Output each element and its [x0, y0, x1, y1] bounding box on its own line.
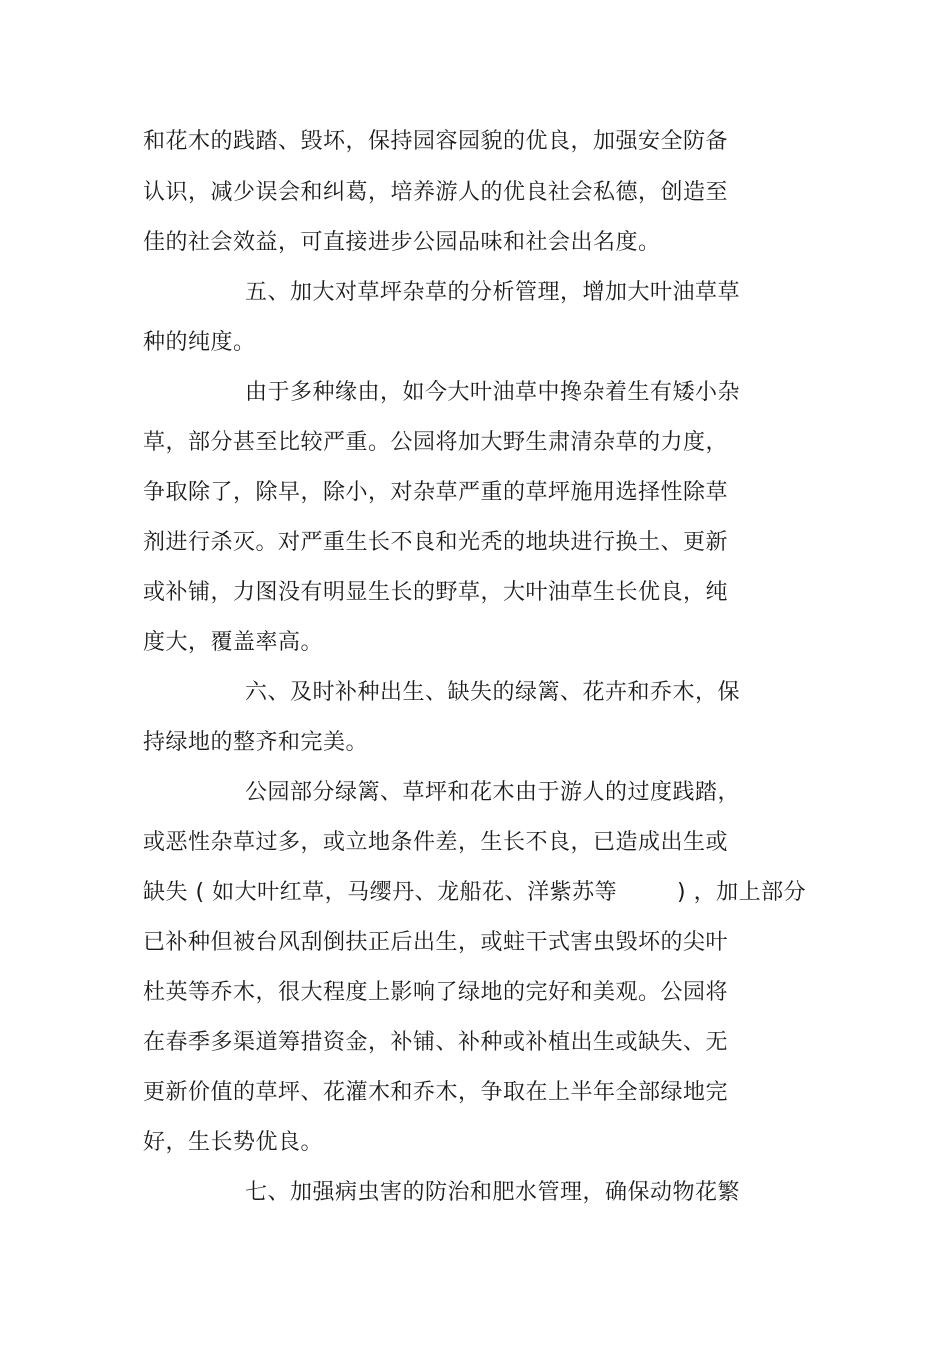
- body-line: 在春季多渠道筹措资金，补铺、补种或补植出生或缺失、无: [143, 1030, 729, 1055]
- body-line: 已补种但被台风刮倒扶正后出生，或蛀干式害虫毁坏的尖叶: [143, 930, 729, 955]
- body-line: 好，生长势优良。: [143, 1130, 324, 1155]
- body-line: 草，部分甚至比较严重。公园将加大野生肃清杂草的力度，: [143, 430, 729, 455]
- body-line: 种的纯度。: [143, 330, 256, 355]
- paragraph-first-line: 由于多种缘由，如今大叶油草中搀杂着生有矮小杂: [245, 380, 741, 405]
- body-line: 或补铺，力图没有明显生长的野草，大叶油草生长优良，纯: [143, 580, 729, 605]
- body-line: 更新价值的草坪、花灌木和乔木，争取在上半年全部绿地完: [143, 1080, 729, 1105]
- body-line: 杜英等乔木，很大程度上影响了绿地的完好和美观。公园将: [143, 980, 729, 1005]
- body-line: 和花木的践踏、毁坏，保持园容园貌的优良，加强安全防备: [143, 129, 729, 154]
- body-line: 争取除了，除早，除小，对杂草严重的草坪施用选择性除草: [143, 480, 729, 505]
- section-heading: 六、及时补种出生、缺失的绿篱、花卉和乔木，保: [245, 680, 741, 705]
- body-line: 缺失 ( 如大叶红草，马缨丹、龙船花、洋紫苏等 ) ，加上部分: [143, 880, 807, 905]
- paragraph-first-line: 公园部分绿篱、草坪和花木由于游人的过度践踏，: [245, 780, 741, 805]
- body-line: 度大，覆盖率高。: [143, 630, 324, 655]
- section-heading: 五、加大对草坪杂草的分析管理，增加大叶油草草: [245, 280, 741, 305]
- body-line: 或恶性杂草过多，或立地条件差，生长不良，已造成出生或: [143, 830, 729, 855]
- body-line: 持绿地的整齐和完美。: [143, 730, 369, 755]
- section-heading: 七、加强病虫害的防治和肥水管理，确保动物花繁: [245, 1180, 741, 1205]
- body-line: 剂进行杀灭。对严重生长不良和光秃的地块进行换土、更新: [143, 530, 729, 555]
- body-line: 认识，减少误会和纠葛，培养游人的优良社会私德，创造至: [143, 180, 729, 205]
- body-line: 佳的社会效益，可直接进步公园品味和社会出名度。: [143, 230, 661, 255]
